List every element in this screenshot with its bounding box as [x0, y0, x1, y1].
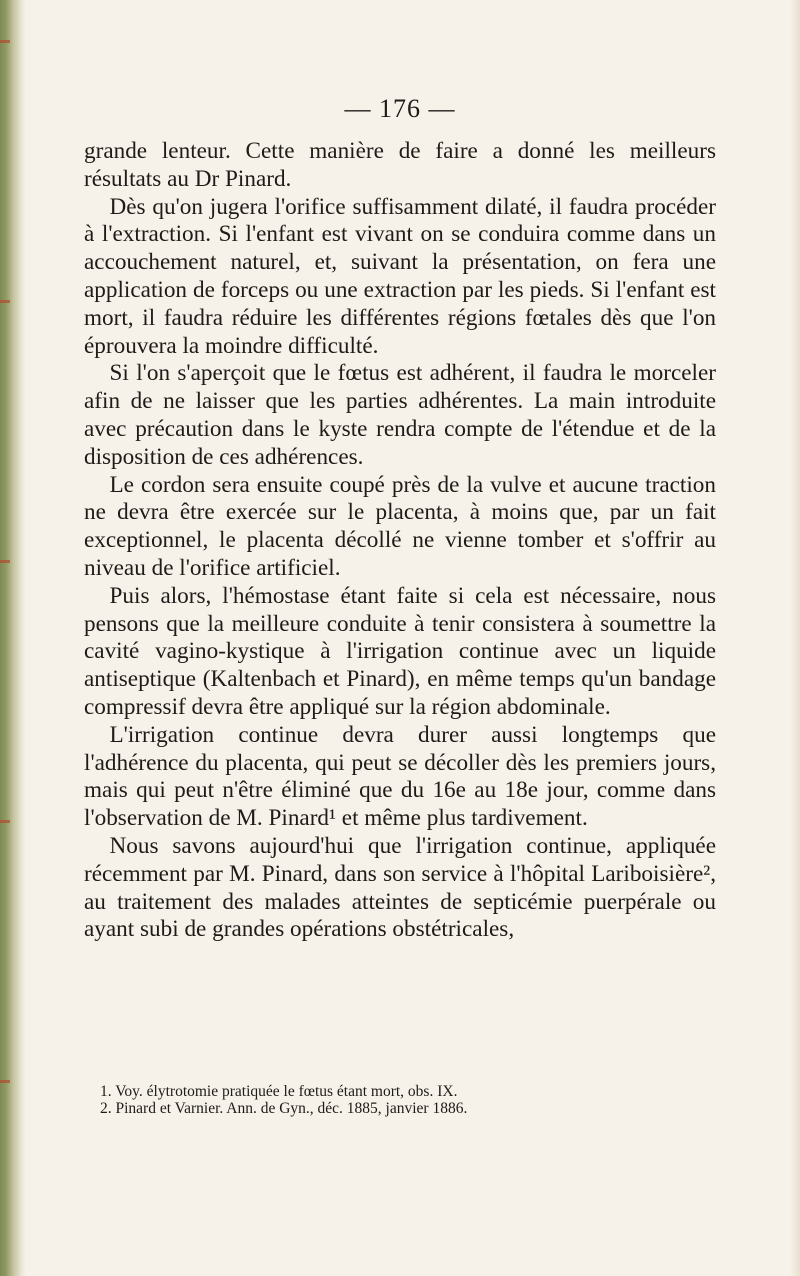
- paragraph: grande lenteur. Cette manière de faire a donné les meilleurs résultats au Dr Pinard.: [84, 138, 716, 192]
- footnotes: [100, 1083, 720, 1117]
- binding-thread-mark: [0, 40, 10, 43]
- paragraph: Nous savons aujourd'hui que l'irrigation continue, appliquée récemment par M. Pinard, dans son service à l'hôpital Lariboisière², au traitement des malades atteintes de septicémie puerpérale ou ayant subi de grandes opérations obstétricales,: [84, 832, 716, 943]
- paragraph: L'irrigation continue devra durer aussi longtemps que l'adhérence du placenta, qui peut se décoller dès les premiers jours, mais qui peut n'être éliminé que du 16e au 18e jour, comme dans l'observation de M. Pinard¹ et même plus tardivement.: [84, 721, 716, 832]
- binding-thread-mark: [0, 1080, 10, 1083]
- footnote: 2. Pinard et Varnier. Ann. de Gyn., déc. 1885, janvier 1886.: [100, 1100, 468, 1117]
- body-text: [84, 138, 716, 944]
- page-number: — 176 —: [344, 94, 456, 123]
- page-right-edge: [790, 0, 800, 1276]
- book-binding-edge: [0, 0, 26, 1276]
- binding-thread-mark: [0, 820, 10, 823]
- paragraph: Dès qu'on jugera l'orifice suffisamment dilaté, il faudra procéder à l'extraction. Si l'enfant est vivant on se conduira comme dans un accouchement naturel, et, suivant la présentation, on fera une application de forceps ou une extraction par les pieds. Si l'enfant est mort, il faudra réduire les différentes régions fœtales dès que l'on éprouvera la moindre difficulté.: [84, 193, 716, 359]
- paragraph: Puis alors, l'hémostase étant faite si cela est nécessaire, nous pensons que la meilleure conduite à tenir consistera à soumettre la cavité vagino-kystique à l'irrigation continue avec un liquide antiseptique (Kaltenbach et Pinard), en même temps qu'un bandage compressif devra être appliqué sur la région abdominale.: [84, 582, 716, 720]
- binding-thread-mark: [0, 560, 10, 563]
- binding-thread-mark: [0, 300, 10, 303]
- paragraph: Si l'on s'aperçoit que le fœtus est adhérent, il faudra le morceler afin de ne laisser que les parties adhérentes. La main introduite avec précaution dans le kyste rendra compte de l'étendue et de la disposition de ces adhérences.: [84, 360, 716, 470]
- footnote: 1. Voy. élytrotomie pratiquée le fœtus étant mort, obs. IX.: [100, 1083, 458, 1100]
- paragraph: Le cordon sera ensuite coupé près de la vulve et aucune traction ne devra être exercée sur le placenta, à moins que, par un fait exceptionnel, le placenta décollé ne vienne tomber et s'offrir au niveau de l'orifice artificiel.: [84, 471, 716, 581]
